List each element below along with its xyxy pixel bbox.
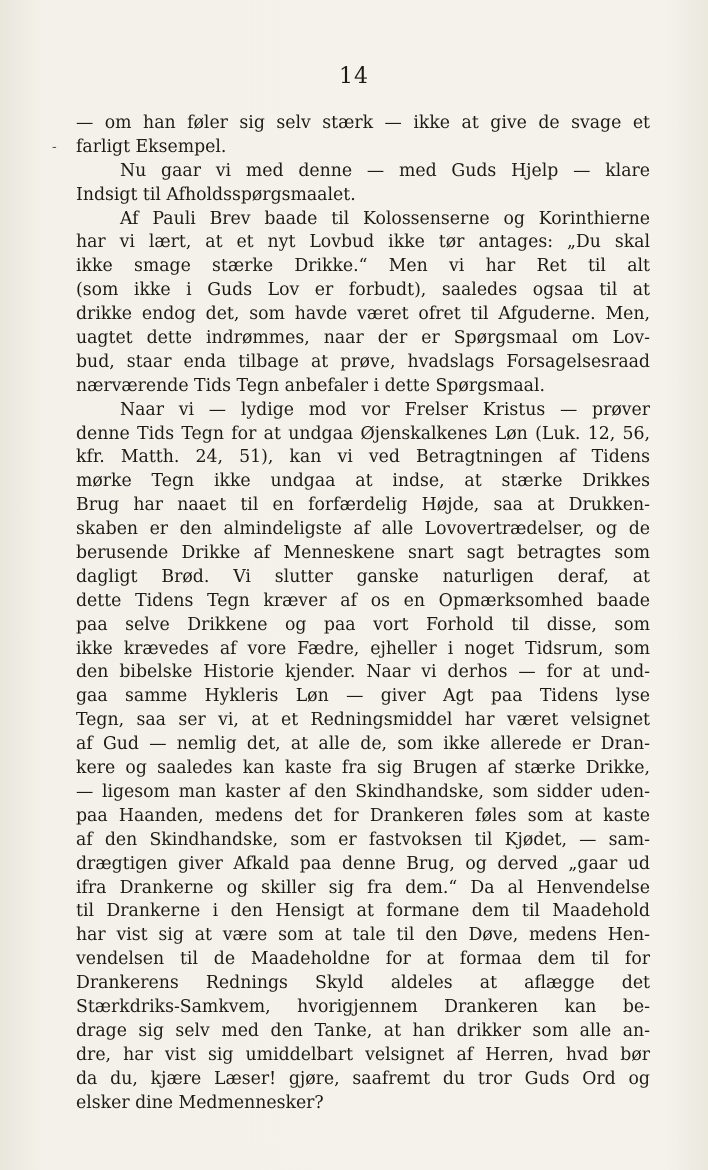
text-line: kfr. Matth. 24, 51), kan vi ved Betragtningen af Tidens [76,447,650,468]
text-line: Indsigt til Afholdsspørgsmaalet. [76,184,356,205]
text-line: gaa samme Hykleris Løn — giver Agt paa Tidens lyse [76,686,650,707]
text-line: nærværende Tids Tegn anbefaler i dette Spørgsmaal. [76,375,545,396]
text-line: den bibelske Historie kjender. Naar vi derhos — for at und- [76,662,650,683]
text-line: da du, kjære Læser! gjøre, saafremt du tror Guds Ord og [76,1068,650,1089]
text-line: til Drankerne i den Hensigt at formane dem til Maadehold [76,901,650,922]
text-line: dre, har vist sig umiddelbart velsignet af Herren, hvad bør [76,1044,650,1065]
text-line: denne Tids Tegn for at undgaa Øjenskalkenes Løn (Luk. 12, 56, [76,423,650,444]
text-line: ikke smage stærke Drikke.“ Men vi har Ret til alt [76,256,650,277]
text-line: Tegn, saa ser vi, at et Redningsmiddel har været velsignet [76,710,650,731]
page-number: 14 [339,64,369,89]
text-line: Stærkdriks-Samkvem, hvorigjennem Drankeren kan be- [76,996,650,1017]
text-line: har vist sig at være som at tale til den Døve, medens Hen- [76,925,650,946]
text-line: har vi lært, at et nyt Lovbud ikke tør antages: „Du skal [76,232,650,253]
text-line: ifra Drankerne og skiller sig fra dem.“ Da al Henvendelse [76,877,650,898]
text-line: paa Haanden, medens det for Drankeren føles som at kaste [76,805,650,826]
text-line: ikke krævedes af vore Fædre, ejheller i noget Tidsrum, som [76,638,650,659]
text-line: skaben er den almindeligste af alle Lovovertrædelser, og de [76,519,650,540]
text-line: mørke Tegn ikke undgaa at indse, at stærke Drikkes [76,471,650,492]
text-line: (som ikke i Guds Lov er forbudt), saaledes ogsaa til at [76,280,650,301]
text-line: uagtet dette indrømmes, naar der er Spørgsmaal om Lov- [76,328,650,349]
text-line: — ligesom man kaster af den Skindhandske, som sidder uden- [76,781,650,802]
text-line: Af Pauli Brev baade til Kolossenserne og Korinthierne [120,208,650,229]
text-line: af den Skindhandske, som er fastvoksen til Kjødet, — sam- [76,829,650,850]
body-text [76,112,650,1115]
margin-mark: - [52,139,57,155]
text-line: bud, staar enda tilbage at prøve, hvadslags Forsagelsesraad [76,351,650,372]
text-line: farligt Eksempel. [76,136,227,157]
text-line: — om han føler sig selv stærk — ikke at give de svage et [76,113,650,133]
text-line: Naar vi — lydige mod vor Frelser Kristus — prøver [120,399,650,420]
text-line: elsker dine Medmennesker? [76,1092,324,1113]
text-line: Brug har naaet til en forfærdelig Højde, saa at Drukken- [76,495,650,516]
text-line: dagligt Brød. Vi slutter ganske naturligen deraf, at [76,566,650,587]
text-line: af Gud — nemlig det, at alle de, som ikke allerede er Dran- [76,734,650,755]
text-line: drikke endog det, som havde været ofret til Afguderne. Men, [76,304,650,325]
text-line: dette Tidens Tegn kræver af os en Opmærksomhed baade [76,590,650,611]
text-line: paa selve Drikkene og paa vort Forhold til disse, som [76,614,650,635]
text-line: Drankerens Rednings Skyld aldeles at aflægge det [76,973,650,994]
text-line: berusende Drikke af Menneskene snart sagt betragtes som [76,543,650,564]
text-line: drægtigen giver Afkald paa denne Brug, og derved „gaar ud [76,853,650,874]
text-line: Nu gaar vi med denne — med Guds Hjelp — klare [120,160,650,181]
text-line: drage sig selv med den Tanke, at han drikker som alle an- [76,1020,650,1041]
text-line: kere og saaledes kan kaste fra sig Brugen af stærke Drikke, [76,758,650,779]
text-line: vendelsen til de Maadeholdne for at formaa dem til for [76,949,650,970]
